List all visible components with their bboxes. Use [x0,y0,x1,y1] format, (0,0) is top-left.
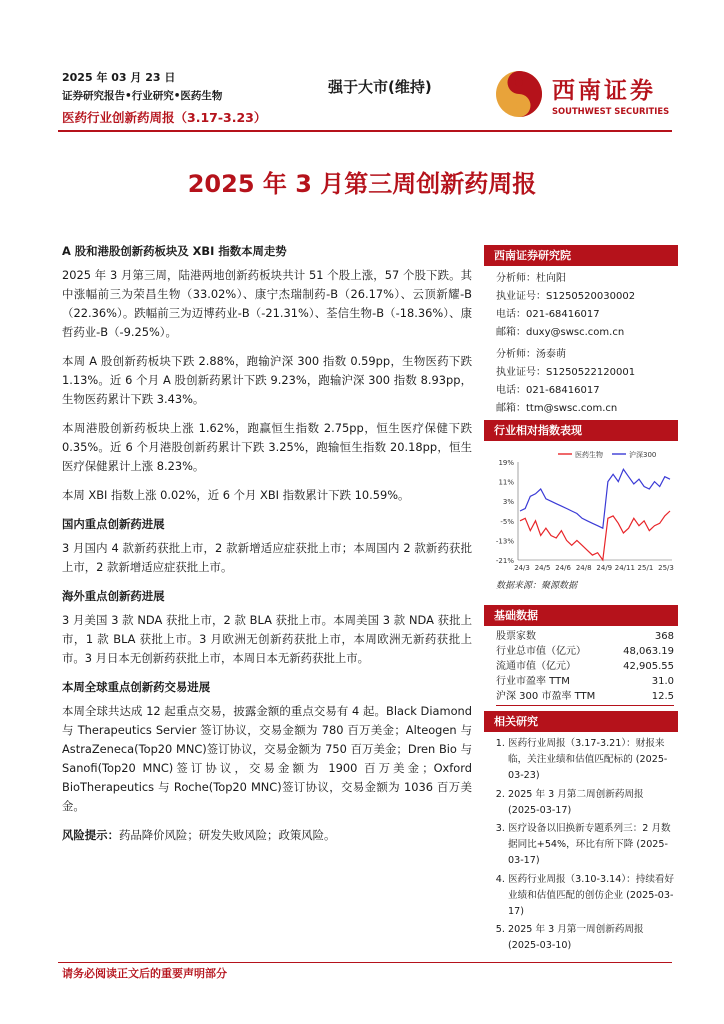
report-date: 2025 年 03 月 23 日 [62,71,176,84]
section-title: 海外重点创新药进展 [62,589,165,603]
related-item[interactable]: 4. 医药行业周报（3.10-3.14）：持续看好业绩和估值匹配的创仿企业 (2025-03-17) [508,872,678,921]
table-row [496,659,674,674]
analyst-license: 执业证号：S1250522120001 [496,367,636,378]
row-label: 流通市值（亿元） [496,661,576,672]
header-divider [58,130,672,132]
series-line-csi300 [520,469,670,528]
chart-source: 数据来源：聚源数据 [496,581,578,591]
paragraph: 3 月美国 3 款 NDA 获批上市，2 款 BLA 获批上市。本周美国 3 款 NDA 获批上市，1 款 BLA 获批上市。3 月欧洲无创新药获批上市，本周欧洲无新药获批上市。3 月日本无创新药获批上市，本周日本无新药获批上市。 [62,613,472,665]
basic-data-table [496,629,674,704]
table-row [496,674,674,689]
analyst-license: 执业证号：S1250520030002 [496,291,636,302]
y-tick-label: -5% [500,517,514,526]
row-label: 行业总市值（亿元） [496,646,586,657]
paragraph: 本周港股创新药板块上涨 1.62%，跑赢恒生指数 2.75pp，恒生医疗保健下跌 0.35%。近 6 个月港股创新药累计下跌 3.25%，跑输恒生指数 20.18pp，恒生医疗保健累计上涨 8.23%。 [62,421,472,473]
risk-note [62,826,472,845]
y-tick-label: 11% [498,478,514,487]
section-title: 本周全球重点创新药交易进展 [62,680,211,694]
paragraph: 3 月国内 4 款新药获批上市，2 款新增适应症获批上市；本周国内 2 款新药获批上市，2 款新增适应症获批上市。 [62,541,472,574]
series-line-pharma [520,511,670,560]
paragraph: 本周 XBI 指数上涨 0.02%，近 6 个月 XBI 指数累计下跌 10.59%。 [62,488,410,502]
x-tick-label: 24/6 [555,564,572,572]
related-item[interactable]: 1. 医药行业周报（3.17-3.21）：财报来临，关注业绩和估值匹配标的 (2025-03-23) [508,736,678,785]
paragraph: 2025 年 3 月第三周，陆港两地创新药板块共计 51 个股上涨，57 个股下跌。其中涨幅前三为荣昌生物（33.02%）、康宁杰瑞制药-B（26.17%）、云顶新耀-B（22.36%）。跌幅前三为迈博药业-B（-21.31%）、荃信生物-B（-18.36%）、康哲药业-B（-9.25%）。 [62,268,472,339]
related-item[interactable]: 5. 2025 年 3 月第一周创新药周报 (2025-03-10) [508,922,678,954]
main-body [62,242,472,855]
related-item[interactable]: 2. 2025 年 3 月第二周创新药周报 (2025-03-17) [508,787,678,819]
footer-divider [58,962,672,963]
table-row [496,689,674,704]
related-header: 相关研究 [484,711,678,732]
x-tick-label: 24/3 [514,564,530,572]
logo-text-cn: 西南证券 [552,78,656,104]
section-domestic [62,515,472,577]
y-tick-label: 19% [498,459,514,467]
section-market [62,242,472,505]
institute-header: 西南证券研究院 [484,245,678,266]
report-type: 证券研究报告•行业研究•医药生物 [62,90,223,102]
page-title: 2025 年 3 月第三周创新药周报 [187,170,537,198]
x-tick-label: 24/11 [614,564,635,572]
x-tick-label: 25/1 [637,564,654,572]
analyst-name: 分析师：杜向阳 [496,273,566,284]
section-deals [62,678,472,816]
x-tick-label: 24/9 [596,564,613,572]
paragraph: 本周全球共达成 12 起重点交易，披露金额的重点交易有 4 起。Black Diamond 与 Therapeutics Servier 签订协议，交易金额为 780 百万美金；Alteogen 与 AstraZeneca(Top20 MNC)签订协议，交易金额为 750 百万美金；Dren Bio 与 Sanofi(Top20 MNC)签订协议，交易金额为 1900 百万美金；Oxford BioTherapeutics 与 Roche(Top20 MNC)签订协议，交易金额为 1036 百万美金。 [62,704,472,813]
risk-text: 药品降价风险；研发失败风险；政策风险。 [118,828,336,842]
logo-text-en: SOUTHWEST SECURITIES [552,106,670,116]
footer-disclaimer: 请务必阅读正文后的重要声明部分 [62,967,227,980]
legend-label: 沪深300 [629,451,657,459]
y-tick-label: 3% [502,498,514,507]
x-tick-label: 24/5 [534,564,551,572]
table-row [496,629,674,644]
section-overseas [62,587,472,668]
analyst-phone: 电话：021-68416017 [496,385,600,396]
row-label: 行业市盈率 TTM [496,676,570,687]
paragraph: 本周 A 股创新药板块下跌 2.88%，跑输沪深 300 指数 0.59pp，生物医药下跌 1.13%。近 6 个月 A 股创新药累计下跌 9.23%，跑输沪深 300 指数 8.93pp，生物医药累计下跌 3.43%。 [62,354,472,406]
x-tick-label: 25/3 [658,564,674,572]
relative-index-chart [484,450,678,585]
row-value: 48,063.19 [623,646,674,657]
table-row [496,644,674,659]
analyst-name: 分析师：汤泰萌 [496,349,566,360]
row-label: 股票家数 [496,631,536,642]
chart-header: 行业相对指数表现 [484,420,678,441]
basic-data-header: 基础数据 [484,605,678,626]
section-title: A 股和港股创新药板块及 XBI 指数本周走势 [62,244,287,258]
row-value: 42,905.55 [623,661,674,672]
risk-label: 风险提示： [62,828,119,842]
legend-label: 医药生物 [575,451,603,459]
analyst-email: 邮箱：ttm@swsc.com.cn [496,403,618,414]
row-value: 368 [654,631,674,642]
x-tick-label: 24/8 [575,564,592,572]
rating: 强于大市(维持) [328,78,432,96]
section-title: 国内重点创新药进展 [62,517,165,531]
related-list [496,736,678,955]
y-tick-label: -21% [495,557,514,565]
row-value: 31.0 [651,676,674,687]
analyst-phone: 电话：021-68416017 [496,309,600,320]
table-bottom-rule [496,705,674,706]
report-series: 医药行业创新药周报（3.17-3.23） [62,110,267,125]
related-list-wrap [496,736,678,957]
y-tick-label: -13% [495,537,514,546]
analyst-email: 邮箱：duxy@swsc.com.cn [496,327,625,338]
row-label: 沪深 300 市盈率 TTM [496,691,596,702]
related-item[interactable]: 3. 医疗设备以旧换新专题系列三：2 月数据同比+54%，环比有所下降 (2025-03-17) [508,821,678,870]
row-value: 12.5 [651,691,674,702]
